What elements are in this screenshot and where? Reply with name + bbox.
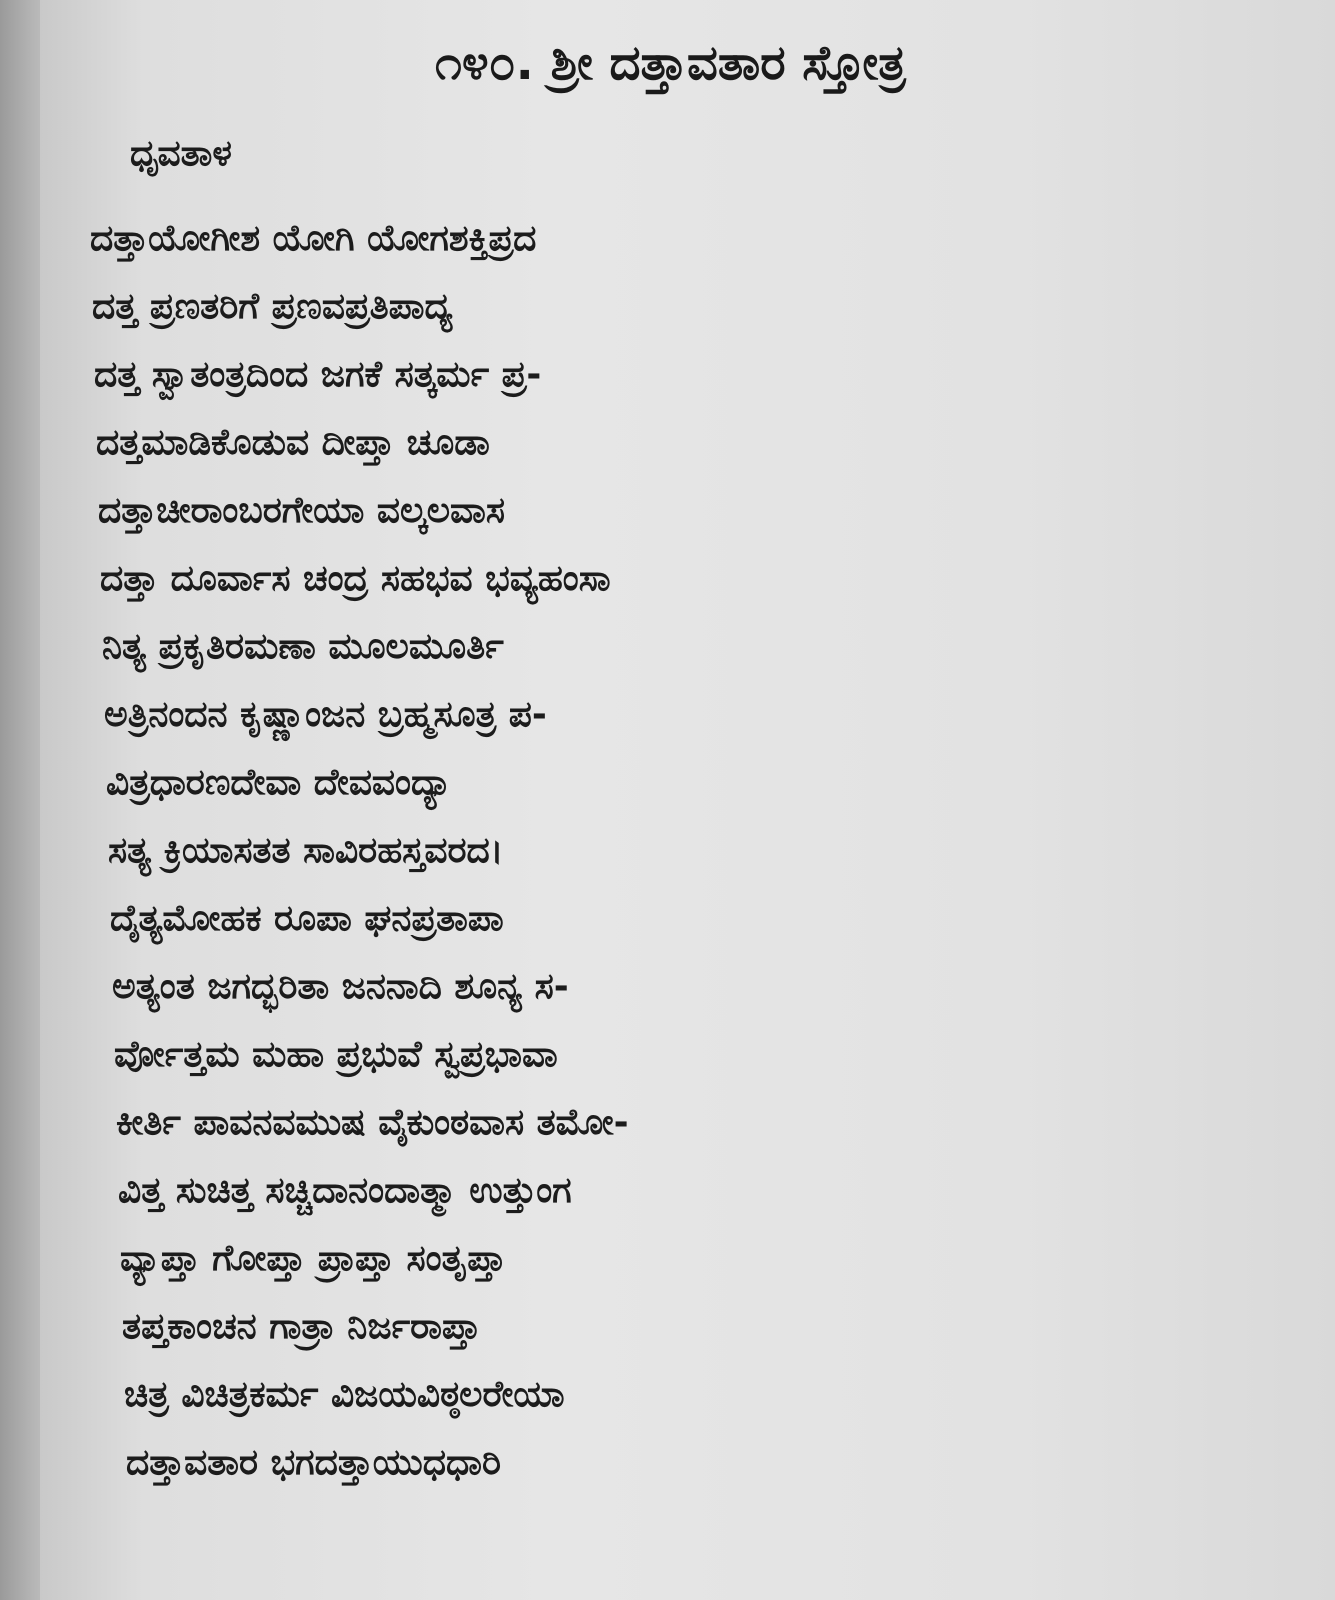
verse-line: ವಿತ್ರಧಾರಣದೇವಾ ದೇವವಂದ್ಯಾ [106, 762, 452, 803]
verse-line: ದತ್ತ ಪ್ರಣತರಿಗೆ ಪ್ರಣವಪ್ರತಿಪಾದ್ಯ [92, 286, 453, 327]
verse-line: ಚಿತ್ರ ವಿಚಿತ್ರಕರ್ಮ ವಿಜಯವಿಠ್ಠಲರೇಯಾ [124, 1374, 565, 1415]
verse-line: ಸತ್ಯ ಕ್ರಿಯಾಸತತ ಸಾವಿರಹಸ್ತವರದ। [108, 830, 504, 871]
page-title: ೧೪೦. ಶ್ರೀ ದತ್ತಾವತಾರ ಸ್ತೋತ್ರ [435, 35, 906, 91]
verse-line: ದತ್ತಾವತಾರ ಭಗದತ್ತಾಯುಧಧಾರಿ [126, 1442, 501, 1483]
verse-line: ಕೀರ್ತಿ ಪಾವನವಮುಷ ವೈಕುಂಠವಾಸ ತಮೋ- [116, 1102, 629, 1143]
verse-line: ದತ್ತಾ ದೂರ್ವಾಸ ಚಂದ್ರ ಸಹಭವ ಭವ್ಯಹಂಸಾ [100, 558, 611, 599]
verse-line: ವ್ಯಾಪ್ತಾ ಗೋಪ್ತಾ ಪ್ರಾಪ್ತಾ ಸಂತೃಪ್ತಾ [120, 1238, 507, 1279]
verse-line: ದತ್ತಮಾಡಿಕೊಡುವ ದೀಪ್ತಾ ಚೂಡಾ [96, 422, 490, 463]
verse-line: ದೈತ್ಯಮೋಹಕ ರೂಪಾ ಘನಪ್ರತಾಪಾ [110, 898, 504, 939]
verse-lines [40, 205, 1140, 1497]
verse-line: ರ್ವೋತ್ತಮ ಮಹಾ ಪ್ರಭುವೆ ಸ್ವಪ್ರಭಾವಾ [114, 1034, 558, 1075]
verse-line: ಅತ್ರಿನಂದನ ಕೃಷ್ಣಾಂಜನ ಬ್ರಹ್ಮಸೂತ್ರ ಪ- [104, 694, 547, 735]
raga-heading: ಧೃವತಾಳ [130, 133, 232, 174]
verse-line: ದತ್ತ ಸ್ವಾತಂತ್ರದಿಂದ ಜಗಕೆ ಸತ್ಕರ್ಮ ಪ್ರ- [94, 354, 542, 395]
verse-line: ಅತ್ಯಂತ ಜಗದ್ಭರಿತಾ ಜನನಾದಿ ಶೂನ್ಯ ಸ- [112, 966, 569, 1007]
book-page [40, 0, 1335, 1600]
verse-line: ನಿತ್ಯ ಪ್ರಕೃತಿರಮಣಾ ಮೂಲಮೂರ್ತಿ [102, 626, 504, 667]
verse-line: ದತ್ತಾಯೋಗೀಶ ಯೋಗಿ ಯೋಗಶಕ್ತಿಪ್ರದ [90, 218, 537, 259]
verse-line: ವಿತ್ತ ಸುಚಿತ್ತ ಸಚ್ಚಿದಾನಂದಾತ್ಮಾ ಉತ್ತುಂಗ [118, 1170, 572, 1211]
verse-line: ದತ್ತಾಚೀರಾಂಬರಗೇಯಾ ವಲ್ಕಲವಾಸ [98, 490, 505, 531]
verse-line: ತಪ್ತಕಾಂಚನ ಗಾತ್ರಾ ನಿರ್ಜರಾಪ್ತಾ [122, 1306, 481, 1347]
